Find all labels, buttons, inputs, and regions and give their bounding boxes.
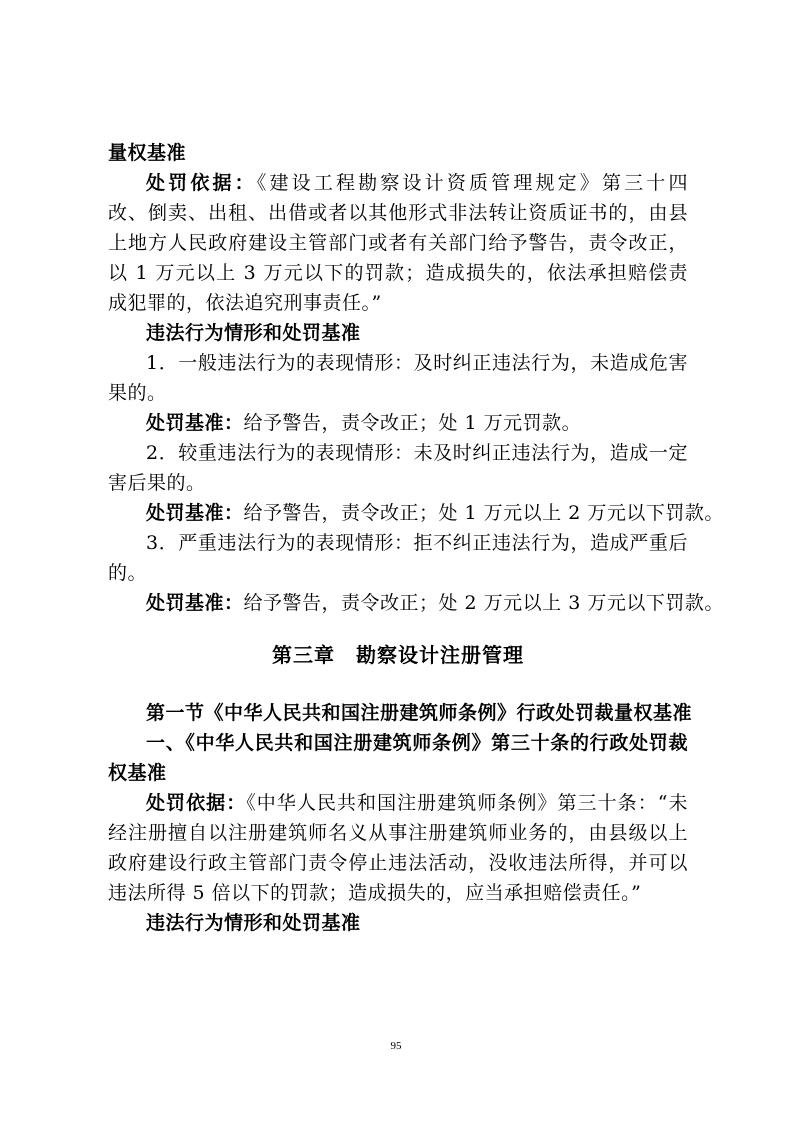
paragraph-line: 的。 <box>108 562 148 584</box>
article-title: 一、《中华人民共和国注册建筑师条例》第三十条的行政处罚裁 <box>146 732 688 754</box>
paragraph-line: 经注册擅自以注册建筑师名义从事注册建筑师业务的，由县级以上 <box>108 822 688 844</box>
penalty-basis-paragraph-line <box>108 788 688 818</box>
paragraph-line: 成犯罪的，依法追究刑事责任。” <box>108 292 382 314</box>
paragraph-line: 2．较重违法行为的表现情形：未及时纠正违法行为，造成一定 <box>146 442 688 464</box>
penalty-basis-paragraph-line <box>108 168 688 198</box>
penalty-standard-text: 给予警告，责令改正；处 2 万元以上 3 万元以下罚款。 <box>243 592 724 614</box>
article-title-continuation: 权基准 <box>108 762 167 784</box>
penalty-standard-label: 处罚基准： <box>146 592 244 614</box>
chapter-title: 第三章 勘察设计注册管理 <box>272 643 524 667</box>
subheading: 违法行为情形和处罚基准 <box>146 322 361 344</box>
penalty-standard-label: 处罚基准： <box>146 412 244 434</box>
paragraph-line: 果的。 <box>108 382 167 404</box>
section-title: 第一节《中华人民共和国注册建筑师条例》行政处罚裁量权基准 <box>146 702 693 724</box>
document-body <box>108 138 724 938</box>
penalty-basis-text: 《建设工程勘察设计资质管理规定》第三十四 <box>256 172 688 194</box>
penalty-basis-label: 处罚依据： <box>146 792 247 814</box>
penalty-standard-line <box>108 408 688 438</box>
penalty-basis-text: 《中华人民共和国注册建筑师条例》第三十条：“未 <box>246 792 688 814</box>
penalty-standard-line <box>108 498 724 528</box>
paragraph-line: 以 1 万元以上 3 万元以下的罚款；造成损失的，依法承担赔偿责 <box>108 262 688 284</box>
paragraph-line: 上地方人民政府建设主管部门或者有关部门给予警告，责令改正， <box>108 232 688 254</box>
paragraph-line: 3．严重违法行为的表现情形：拒不纠正违法行为，造成严重后 <box>146 532 688 554</box>
penalty-standard-line <box>108 588 724 618</box>
paragraph-line: 害后果的。 <box>108 472 206 494</box>
penalty-standard-text: 给予警告，责令改正；处 1 万元罚款。 <box>243 412 582 434</box>
paragraph-line: 改、倒卖、出租、出借或者以其他形式非法转让资质证书的，由县 <box>108 202 688 224</box>
penalty-standard-text: 给予警告，责令改正；处 1 万元以上 2 万元以下罚款。 <box>243 502 724 524</box>
penalty-basis-label: 处罚依据： <box>146 172 257 194</box>
paragraph-line: 1．一般违法行为的表现情形：及时纠正违法行为，未造成危害 <box>146 352 688 374</box>
page-number: 95 <box>390 1040 402 1052</box>
heading-continuation: 量权基准 <box>108 142 187 164</box>
paragraph-line: 政府建设行政主管部门责令停止违法活动，没收违法所得，并可以 <box>108 852 688 874</box>
penalty-standard-label: 处罚基准： <box>146 502 244 524</box>
subheading: 违法行为情形和处罚基准 <box>146 912 361 934</box>
paragraph-line: 违法所得 5 倍以下的罚款；造成损失的，应当承担赔偿责任。” <box>108 882 642 904</box>
